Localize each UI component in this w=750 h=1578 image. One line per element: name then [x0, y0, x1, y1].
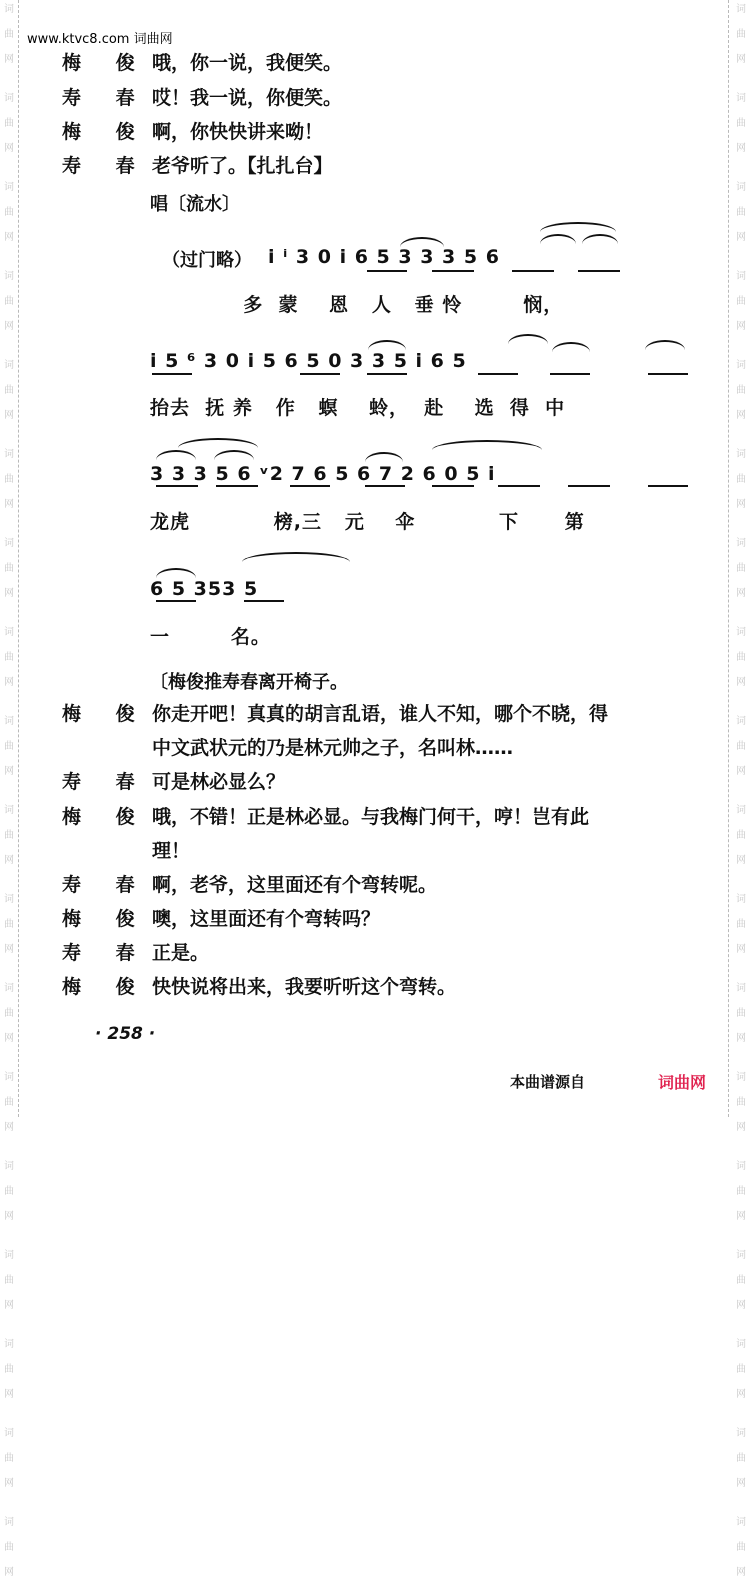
- edge-watermark-char: 网: [736, 944, 746, 955]
- beam-underline: [512, 270, 554, 272]
- edge-watermark-char: 网: [736, 1033, 746, 1044]
- edge-watermark-char: 网: [736, 410, 746, 421]
- edge-watermark-char: 词: [736, 4, 746, 15]
- dialogue-text: 哦，不错！正是林必显。与我梅门何干，哼！岂有此: [152, 806, 590, 828]
- edge-watermark-char: 网: [4, 143, 14, 154]
- edge-watermark-char: 词: [736, 1161, 746, 1172]
- dialogue-text: 噢，这里面还有个弯转吗？: [152, 908, 381, 930]
- lyric-line: 抬去 抚 养 作 螟 蛉， 赴 选 得 中: [150, 397, 566, 419]
- edge-watermark-char: 词: [736, 449, 746, 460]
- edge-watermark-char: 网: [736, 232, 746, 243]
- dialogue-text: 老爷听了。【扎扎台】: [152, 155, 333, 177]
- beam-underline: [152, 373, 192, 375]
- edge-watermark-char: 词: [4, 894, 14, 905]
- edge-watermark-char: 词: [736, 894, 746, 905]
- sing-label: 唱〔流水〕: [150, 194, 240, 215]
- dialogue-text: 理！: [152, 840, 191, 862]
- beam-underline: [156, 600, 196, 602]
- edge-watermark-char: 词: [736, 271, 746, 282]
- speaker-name: 寿 春: [62, 87, 149, 109]
- notation-line: 3 3 3 5 6 ᵛ2 7 6 5 6 7 2 6 0 5 i: [150, 463, 496, 485]
- edge-watermark-char: 曲: [736, 563, 746, 574]
- speaker-name: 寿 春: [62, 942, 149, 964]
- edge-watermark-char: 曲: [736, 385, 746, 396]
- source-text: 本曲谱源自: [510, 1073, 586, 1091]
- edge-watermark-char: 词: [736, 805, 746, 816]
- edge-watermark-char: 曲: [4, 830, 14, 841]
- slur-mark: [400, 237, 444, 247]
- beam-underline: [432, 270, 474, 272]
- score-intro: （过门略）: [162, 250, 252, 271]
- beam-underline: [550, 373, 590, 375]
- dialogue-text: 你走开吧！真真的胡言乱语，谁人不知，哪个不晓，得: [152, 703, 609, 725]
- edge-watermark-char: 网: [736, 766, 746, 777]
- edge-watermark-char: 曲: [4, 919, 14, 930]
- page-number: · 258 ·: [95, 1024, 156, 1044]
- edge-watermark-char: 词: [4, 271, 14, 282]
- speaker-name: 寿 春: [62, 771, 149, 793]
- edge-watermark-char: 词: [736, 538, 746, 549]
- edge-watermark-char: 词: [4, 983, 14, 994]
- edge-watermark-char: 曲: [4, 1364, 14, 1375]
- notation-line: i 5 ⁶ 3 0 i 5 6 5 0 3 3 5 i 6 5: [150, 350, 467, 372]
- edge-watermark-char: 网: [736, 855, 746, 866]
- speaker-name: 梅 俊: [62, 976, 149, 998]
- edge-watermark-char: 词: [4, 182, 14, 193]
- edge-watermark-char: 网: [4, 232, 14, 243]
- edge-watermark-char: 网: [4, 54, 14, 65]
- edge-watermark-char: 网: [4, 677, 14, 688]
- slur-mark: [540, 222, 616, 232]
- dialogue-text: 哦，你一说，我便笑。: [152, 52, 343, 74]
- edge-watermark-char: 网: [736, 321, 746, 332]
- edge-watermark-char: 曲: [736, 1364, 746, 1375]
- edge-watermark-char: 网: [4, 588, 14, 599]
- edge-watermark-char: 曲: [4, 474, 14, 485]
- edge-watermark-char: 曲: [4, 1453, 14, 1464]
- speaker-name: 梅 俊: [62, 121, 149, 143]
- edge-watermark-char: 网: [736, 588, 746, 599]
- edge-watermark-char: 曲: [736, 29, 746, 40]
- edge-watermark-char: 曲: [4, 1008, 14, 1019]
- slur-mark: [368, 340, 406, 350]
- edge-watermark-char: 曲: [4, 652, 14, 663]
- beam-underline: [244, 600, 284, 602]
- edge-watermark-char: 词: [736, 627, 746, 638]
- edge-watermark-char: 词: [4, 449, 14, 460]
- dialogue-text: 中文武状元的乃是林元帅之子，名叫林……: [152, 737, 514, 759]
- speaker-name: 寿 春: [62, 874, 149, 896]
- beam-underline: [216, 485, 258, 487]
- edge-watermark-char: 网: [736, 54, 746, 65]
- edge-watermark-char: 曲: [4, 741, 14, 752]
- edge-watermark-char: 网: [736, 1300, 746, 1311]
- beam-underline: [568, 485, 610, 487]
- edge-watermark-char: 曲: [4, 118, 14, 129]
- edge-watermark-char: 网: [736, 1389, 746, 1400]
- brand-link[interactable]: 词曲网: [658, 1073, 707, 1092]
- dialogue-text: 快快说将出来，我要听听这个弯转。: [152, 976, 457, 998]
- slur-mark: [508, 334, 548, 344]
- edge-watermark-char: 网: [4, 855, 14, 866]
- edge-watermark-char: 曲: [736, 296, 746, 307]
- slur-mark: [156, 450, 196, 460]
- edge-watermark-char: 网: [736, 1122, 746, 1133]
- edge-watermark-char: 词: [736, 1517, 746, 1528]
- edge-watermark-char: 曲: [736, 919, 746, 930]
- edge-watermark-char: 网: [4, 321, 14, 332]
- dialogue-text: 正是。: [152, 942, 210, 964]
- edge-watermark-char: 词: [4, 716, 14, 727]
- beam-underline: [156, 485, 198, 487]
- slur-mark: [156, 568, 196, 578]
- edge-watermark-char: 曲: [4, 385, 14, 396]
- edge-watermark-char: 网: [4, 1567, 14, 1578]
- edge-watermark-char: 曲: [4, 207, 14, 218]
- beam-underline: [648, 373, 688, 375]
- slur-mark: [365, 452, 403, 462]
- edge-watermark-char: 词: [4, 1339, 14, 1350]
- edge-watermark-char: 曲: [736, 830, 746, 841]
- left-dashed-border: [18, 0, 20, 1117]
- edge-watermark-char: 词: [4, 360, 14, 371]
- edge-watermark-char: 曲: [736, 741, 746, 752]
- edge-watermark-char: 词: [4, 538, 14, 549]
- edge-watermark-char: 曲: [4, 296, 14, 307]
- edge-watermark-char: 词: [736, 1428, 746, 1439]
- edge-watermark-char: 网: [4, 1211, 14, 1222]
- edge-watermark-char: 词: [736, 716, 746, 727]
- beam-underline: [367, 270, 407, 272]
- edge-watermark-char: 曲: [736, 1542, 746, 1553]
- edge-watermark-char: 网: [4, 1300, 14, 1311]
- notation-line: 6 5 353 5: [150, 578, 259, 600]
- edge-watermark-char: 网: [736, 1478, 746, 1489]
- speaker-name: 梅 俊: [62, 703, 149, 725]
- dialogue-text: 啊，你快快讲来呦！: [152, 121, 324, 143]
- beam-underline: [478, 373, 518, 375]
- edge-watermark-char: 曲: [4, 1542, 14, 1553]
- edge-watermark-char: 网: [4, 944, 14, 955]
- beam-underline: [498, 485, 540, 487]
- slur-mark: [645, 340, 685, 350]
- lyric-line: 龙虎 榜,三 元 伞 下 第: [150, 511, 585, 533]
- slur-mark: [214, 450, 254, 460]
- edge-watermark-char: 网: [736, 499, 746, 510]
- site-watermark: www.ktvc8.com 词曲网: [27, 32, 173, 47]
- edge-watermark-char: 网: [736, 1567, 746, 1578]
- edge-watermark-char: 网: [4, 1478, 14, 1489]
- edge-watermark-char: 词: [4, 805, 14, 816]
- edge-watermark-char: 词: [4, 627, 14, 638]
- edge-watermark-char: 网: [4, 1033, 14, 1044]
- edge-watermark-char: 曲: [4, 1275, 14, 1286]
- slur-mark: [432, 440, 542, 450]
- edge-watermark-char: 网: [4, 499, 14, 510]
- edge-watermark-char: 词: [4, 4, 14, 15]
- slur-mark: [242, 552, 350, 562]
- edge-watermark-char: 词: [736, 1072, 746, 1083]
- dialogue-text: 可是林必显么？: [152, 771, 286, 793]
- edge-watermark-char: 曲: [736, 652, 746, 663]
- lyric-line: 一 名。: [150, 626, 271, 648]
- speaker-name: 梅 俊: [62, 806, 149, 828]
- edge-watermark-char: 词: [736, 983, 746, 994]
- lyric-line: 多 蒙 恩 人 垂 怜 悯，: [190, 294, 564, 316]
- edge-watermark-char: 曲: [4, 1097, 14, 1108]
- edge-watermark-char: 曲: [736, 1008, 746, 1019]
- edge-watermark-char: 曲: [736, 1097, 746, 1108]
- edge-watermark-char: 词: [4, 1072, 14, 1083]
- edge-watermark-char: 词: [4, 1161, 14, 1172]
- right-dashed-border: [728, 0, 730, 1117]
- notation-line: i ⁱ 3 0 i 6 5 3 3 3 5 6: [268, 246, 500, 268]
- edge-watermark-char: 词: [736, 1339, 746, 1350]
- edge-watermark-char: 曲: [4, 1186, 14, 1197]
- speaker-name: 梅 俊: [62, 908, 149, 930]
- slur-mark: [540, 234, 576, 244]
- right-edge-watermark: [734, 0, 748, 1578]
- edge-watermark-char: 网: [4, 410, 14, 421]
- speaker-name: 寿 春: [62, 155, 149, 177]
- dialogue-text: 啊，老爷，这里面还有个弯转呢。: [152, 874, 438, 896]
- left-edge-watermark: [2, 0, 16, 1578]
- beam-underline: [300, 373, 340, 375]
- edge-watermark-char: 词: [4, 1250, 14, 1261]
- speaker-name: 梅 俊: [62, 52, 149, 74]
- beam-underline: [365, 485, 405, 487]
- edge-watermark-char: 曲: [736, 207, 746, 218]
- edge-watermark-char: 曲: [736, 1275, 746, 1286]
- edge-watermark-char: 曲: [736, 1453, 746, 1464]
- edge-watermark-char: 词: [736, 1250, 746, 1261]
- edge-watermark-char: 词: [736, 93, 746, 104]
- edge-watermark-char: 曲: [4, 563, 14, 574]
- edge-watermark-char: 网: [4, 1122, 14, 1133]
- edge-watermark-char: 曲: [736, 1186, 746, 1197]
- slur-mark: [582, 234, 618, 244]
- edge-watermark-char: 词: [4, 1517, 14, 1528]
- dialogue-text: 哎！我一说，你便笑。: [152, 87, 343, 109]
- beam-underline: [367, 373, 407, 375]
- edge-watermark-char: 曲: [736, 118, 746, 129]
- edge-watermark-char: 词: [4, 93, 14, 104]
- slur-mark: [178, 438, 258, 448]
- slur-mark: [552, 342, 590, 352]
- edge-watermark-char: 网: [736, 1211, 746, 1222]
- edge-watermark-char: 词: [736, 360, 746, 371]
- edge-watermark-char: 词: [4, 1428, 14, 1439]
- edge-watermark-char: 曲: [736, 474, 746, 485]
- edge-watermark-char: 曲: [4, 29, 14, 40]
- edge-watermark-char: 网: [4, 1389, 14, 1400]
- edge-watermark-char: 网: [4, 766, 14, 777]
- stage-direction: 〔梅俊推寿春离开椅子。: [150, 672, 348, 693]
- beam-underline: [290, 485, 330, 487]
- beam-underline: [578, 270, 620, 272]
- edge-watermark-char: 网: [736, 677, 746, 688]
- edge-watermark-char: 词: [736, 182, 746, 193]
- edge-watermark-char: 网: [736, 143, 746, 154]
- beam-underline: [432, 485, 474, 487]
- beam-underline: [648, 485, 688, 487]
